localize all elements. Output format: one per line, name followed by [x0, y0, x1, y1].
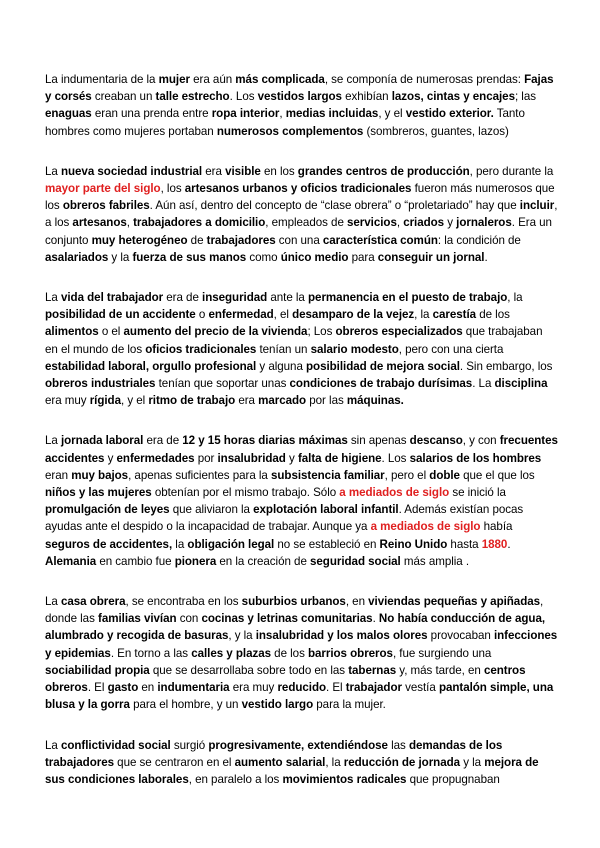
- body-text: como: [246, 250, 281, 264]
- bold-text: artesanos urbanos y oficios tradicionales: [184, 182, 412, 196]
- bold-text: vestido largo: [241, 698, 314, 712]
- body-text: (sombreros, guantes, lazos): [363, 124, 509, 138]
- bold-text: obreros fabriles: [62, 199, 150, 213]
- body-text: , pero con una cierta: [398, 342, 504, 356]
- bold-text: visible: [225, 164, 261, 178]
- body-text: por las: [306, 394, 347, 408]
- bold-text: numerosos complementos: [216, 124, 364, 138]
- body-text: en: [138, 681, 158, 695]
- body-text: para la mujer.: [313, 698, 386, 712]
- body-text: era aún: [189, 73, 236, 86]
- bold-text: doble: [429, 468, 460, 482]
- bold-text: indumentaria: [157, 681, 230, 695]
- body-text: . Sin embargo, los: [459, 359, 553, 373]
- bold-text: alimentos: [45, 325, 99, 339]
- bold-text: Alemania: [45, 554, 97, 568]
- body-text: más amplia .: [400, 554, 470, 568]
- bold-text: pantalón simple, una blusa y la gorra: [45, 681, 554, 712]
- bold-text: Reino Unido: [379, 537, 448, 551]
- body-text: en los: [260, 164, 298, 178]
- bold-text: seguros de accidentes,: [45, 537, 173, 551]
- bold-text: oficios tradicionales: [145, 342, 257, 356]
- highlighted-date-text: a mediados de siglo: [339, 486, 450, 500]
- paragraph-social-conflict: [45, 737, 558, 789]
- bold-text: obreros industriales: [45, 377, 156, 391]
- body-text: y la: [108, 250, 133, 264]
- body-text: exhibían: [341, 90, 392, 104]
- bold-text: incluir: [519, 199, 555, 213]
- body-text: La: [45, 738, 61, 752]
- body-text: era: [235, 394, 259, 408]
- body-text: ante la: [267, 291, 309, 305]
- bold-text: jornada laboral: [60, 434, 144, 448]
- body-text: que trabajaban en el mundo de los: [45, 325, 543, 356]
- body-text: La: [45, 164, 61, 178]
- highlighted-date-text: mayor parte del siglo: [45, 182, 161, 196]
- bold-text: 12 y 15 horas diarias máximas: [182, 434, 348, 448]
- bold-text: conflictividad social: [60, 738, 171, 752]
- bold-text: rígida: [89, 394, 121, 408]
- body-text: . Los: [381, 451, 410, 465]
- body-text: .: [484, 250, 488, 264]
- body-text: en cambio fue: [96, 554, 175, 568]
- body-text: las: [387, 738, 409, 752]
- body-text: La: [45, 595, 61, 609]
- bold-text: talle estrecho: [155, 90, 230, 104]
- body-text: , pero el: [384, 468, 430, 482]
- bold-text: reducido: [277, 681, 327, 695]
- body-text: tenían que soportar unas: [155, 377, 290, 391]
- bold-text: familias vivían: [98, 612, 177, 626]
- bold-text: asalariados: [45, 250, 109, 264]
- bold-text: medias incluidas: [285, 107, 379, 121]
- body-text: o: [195, 308, 209, 322]
- body-text: ,: [396, 216, 404, 230]
- body-text: tenían un: [256, 342, 311, 356]
- bold-text: viviendas pequeñas y apiñadas: [368, 595, 541, 609]
- bold-text: salario modesto: [310, 342, 399, 356]
- body-text: y, más tarde, en: [396, 663, 484, 677]
- paragraph-worker-life: [45, 289, 558, 409]
- body-text: . Los: [229, 90, 258, 104]
- body-text: y: [104, 451, 117, 465]
- paragraph-womens-clothing: [45, 71, 558, 140]
- body-text: , a los: [45, 199, 558, 230]
- body-text: era de: [163, 291, 203, 305]
- body-text: , y el: [120, 394, 149, 408]
- body-text: La indumentaria de la: [45, 73, 159, 86]
- body-text: hasta: [447, 537, 482, 551]
- bold-text: marcado: [258, 394, 307, 408]
- bold-text: No había conducción de agua, alumbrado y recogida de basuras: [45, 612, 546, 643]
- body-text: con: [176, 612, 202, 626]
- body-text: vestía: [401, 681, 439, 695]
- bold-text: criados: [403, 216, 445, 230]
- bold-text: enfermedad: [208, 308, 274, 322]
- body-text: o el: [98, 325, 124, 339]
- body-text: y la: [460, 755, 485, 769]
- body-text: . El: [326, 681, 346, 695]
- body-text: no se estableció en: [274, 537, 380, 551]
- body-text: ,: [126, 216, 134, 230]
- bold-text: Fajas y corsés: [45, 73, 554, 104]
- body-text: y: [285, 451, 298, 465]
- bold-text: ritmo de trabajo: [148, 394, 236, 408]
- body-text: , donde las: [45, 595, 544, 626]
- body-text: , se encontraba en los: [125, 595, 242, 609]
- body-text: de los: [476, 308, 510, 322]
- body-text: . El: [87, 681, 108, 695]
- bold-text: centros obreros: [45, 663, 526, 695]
- bold-text: aumento del precio de la vivienda: [123, 325, 308, 339]
- bold-text: inseguridad: [202, 291, 268, 305]
- body-text: en la creación de: [216, 554, 311, 568]
- bold-text: lazos, cintas y encajes: [391, 90, 515, 104]
- body-text: era: [202, 164, 226, 178]
- bold-text: calles y plazas: [191, 646, 272, 660]
- body-text: por: [194, 451, 218, 465]
- bold-text: reducción de jornada: [343, 755, 461, 769]
- bold-text: mejora de sus condiciones laborales: [45, 755, 539, 786]
- body-text: . Además existían pocas ayudas ante el despido o la incapacidad de trabajar. Aunque ya: [45, 503, 524, 534]
- bold-text: seguridad social: [310, 554, 401, 568]
- body-text: : la condición de: [437, 233, 521, 247]
- body-text: con una: [275, 233, 323, 247]
- body-text: y alguna: [256, 359, 307, 373]
- highlighted-date-text: a mediados de siglo: [370, 520, 481, 534]
- body-text: de los: [271, 646, 308, 660]
- bold-text: progresivamente, extendiéndose: [208, 738, 388, 752]
- bold-text: aumento salarial: [234, 755, 326, 769]
- bold-text: explotación laboral infantil: [253, 503, 399, 517]
- body-text: , se componía de numerosas prendas:: [324, 73, 525, 86]
- body-text: . La: [472, 377, 495, 391]
- body-text: para: [348, 250, 378, 264]
- bold-text: trabajadores: [206, 233, 276, 247]
- body-text: Tanto hombres como mujeres portaban: [45, 107, 525, 138]
- bold-text: vida del trabajador: [60, 291, 164, 305]
- body-text: , apenas suficientes para la: [128, 468, 271, 482]
- bold-text: obreros especializados: [335, 325, 463, 339]
- body-text: . En torno a las: [110, 646, 192, 660]
- body-text: fueron más numerosos que los: [45, 182, 555, 213]
- bold-text: tabernas: [348, 663, 397, 677]
- bold-text: insalubridad: [217, 451, 286, 465]
- bold-text: suburbios urbanos: [241, 595, 346, 609]
- body-text: , la: [414, 308, 433, 322]
- body-text: , y la: [228, 629, 256, 643]
- body-text: que aliviaron la: [169, 503, 254, 517]
- bold-text: conseguir un jornal: [377, 250, 485, 264]
- bold-text: descanso: [409, 434, 463, 448]
- bold-text: muy heterogéneo: [91, 233, 188, 247]
- bold-text: insalubridad y los malos olores: [255, 629, 428, 643]
- body-text: creaban un: [91, 90, 156, 104]
- body-text: , y el: [378, 107, 406, 121]
- body-text: La: [45, 291, 61, 305]
- body-text: surgió: [170, 738, 209, 752]
- bold-text: enaguas: [45, 107, 92, 121]
- body-text: , la: [507, 291, 523, 305]
- body-text: ; Los: [307, 325, 336, 339]
- bold-text: pionera: [174, 554, 217, 568]
- body-text: .: [372, 612, 379, 626]
- bold-text: infecciones y epidemias: [45, 629, 558, 660]
- body-text: era muy: [229, 681, 278, 695]
- bold-text: artesanos: [72, 216, 127, 230]
- bold-text: movimientos radicales: [282, 772, 407, 786]
- bold-text: desamparo de la vejez: [292, 308, 415, 322]
- body-text: , pero durante la: [469, 164, 554, 178]
- body-text: La: [45, 434, 61, 448]
- body-text: , la: [325, 755, 344, 769]
- body-text: . Aún así, dentro del concepto de “clase obrera” o “proletariado” hay que: [149, 199, 520, 213]
- bold-text: frecuentes accidentes: [45, 434, 558, 465]
- paragraph-industrial-society: [45, 163, 558, 266]
- bold-text: salarios de los hombres: [409, 451, 542, 465]
- bold-text: vestidos largos: [257, 90, 342, 104]
- bold-text: muy bajos: [71, 468, 129, 482]
- body-text: , en: [345, 595, 369, 609]
- body-text: , en paralelo a los: [188, 772, 283, 786]
- bold-text: trabajador: [345, 681, 402, 695]
- bold-text: promulgación de leyes: [45, 503, 170, 517]
- bold-text: nueva sociedad industrial: [60, 164, 203, 178]
- bold-text: carestía: [432, 308, 477, 322]
- bold-text: único medio: [280, 250, 349, 264]
- body-text: obtenían por el mismo trabajo. Sólo: [151, 486, 340, 500]
- body-text: ,: [279, 107, 286, 121]
- body-text: provocaban: [427, 629, 494, 643]
- body-text: de: [187, 233, 207, 247]
- body-text: se inició la: [449, 486, 506, 500]
- bold-text: posibilidad de un accidente: [45, 308, 196, 322]
- body-text: eran una prenda entre: [91, 107, 212, 121]
- bold-text: subsistencia familiar: [271, 468, 385, 482]
- paragraph-worker-housing: [45, 593, 558, 713]
- body-text: que se desarrollaba sobre todo en las: [149, 663, 349, 677]
- bold-text: falta de higiene: [297, 451, 382, 465]
- body-text: sin apenas: [347, 434, 410, 448]
- body-text: que el que los: [459, 468, 535, 482]
- bold-text: disciplina: [494, 377, 548, 391]
- body-text: , los: [160, 182, 185, 196]
- bold-text: condiciones de trabajo durísimas: [289, 377, 473, 391]
- body-text: había: [480, 520, 513, 534]
- highlighted-date-text: 1880: [481, 537, 508, 551]
- body-text: era muy: [45, 394, 90, 408]
- body-text: para el hombre, y un: [129, 698, 242, 712]
- body-text: ; las: [514, 90, 536, 104]
- body-text: , fue surgiendo una: [392, 646, 492, 660]
- body-text: . Era un conjunto: [45, 216, 552, 247]
- body-text: que se centraron en el: [114, 755, 235, 769]
- body-text: , y con: [462, 434, 500, 448]
- bold-text: grandes centros de producción: [297, 164, 470, 178]
- body-text: era de: [143, 434, 183, 448]
- bold-text: servicios: [347, 216, 397, 230]
- body-text: y: [444, 216, 457, 230]
- bold-text: trabajadores a domicilio: [133, 216, 266, 230]
- body-text: .: [507, 537, 511, 551]
- paragraph-working-day: [45, 432, 558, 570]
- bold-text: jornaleros: [456, 216, 512, 230]
- bold-text: ropa interior: [211, 107, 280, 121]
- bold-text: demandas de los trabajadores: [45, 738, 503, 769]
- bold-text: barrios obreros: [308, 646, 393, 660]
- body-text: , empleados de: [265, 216, 348, 230]
- bold-text: sociabilidad propia: [45, 663, 150, 677]
- bold-text: niños y las mujeres: [45, 486, 152, 500]
- bold-text: posibilidad de mejora social: [306, 359, 460, 373]
- bold-text: permanencia en el puesto de trabajo: [308, 291, 508, 305]
- bold-text: más complicada: [235, 73, 325, 86]
- body-text: la: [172, 537, 188, 551]
- bold-text: mujer: [158, 73, 190, 86]
- bold-text: casa obrera: [60, 595, 126, 609]
- bold-text: enfermedades: [116, 451, 195, 465]
- bold-text: fuerza de sus manos: [132, 250, 247, 264]
- body-text: que propugnaban: [406, 772, 500, 786]
- bold-text: característica común: [322, 233, 438, 247]
- body-text: eran: [45, 468, 72, 482]
- bold-text: vestido exterior.: [405, 107, 494, 121]
- bold-text: máquinas.: [346, 394, 404, 408]
- bold-text: cocinas y letrinas comunitarias: [201, 612, 373, 626]
- bold-text: estabilidad laboral, orgullo profesional: [45, 359, 257, 373]
- bold-text: gasto: [107, 681, 139, 695]
- body-text: , el: [273, 308, 293, 322]
- bold-text: obligación legal: [187, 537, 275, 551]
